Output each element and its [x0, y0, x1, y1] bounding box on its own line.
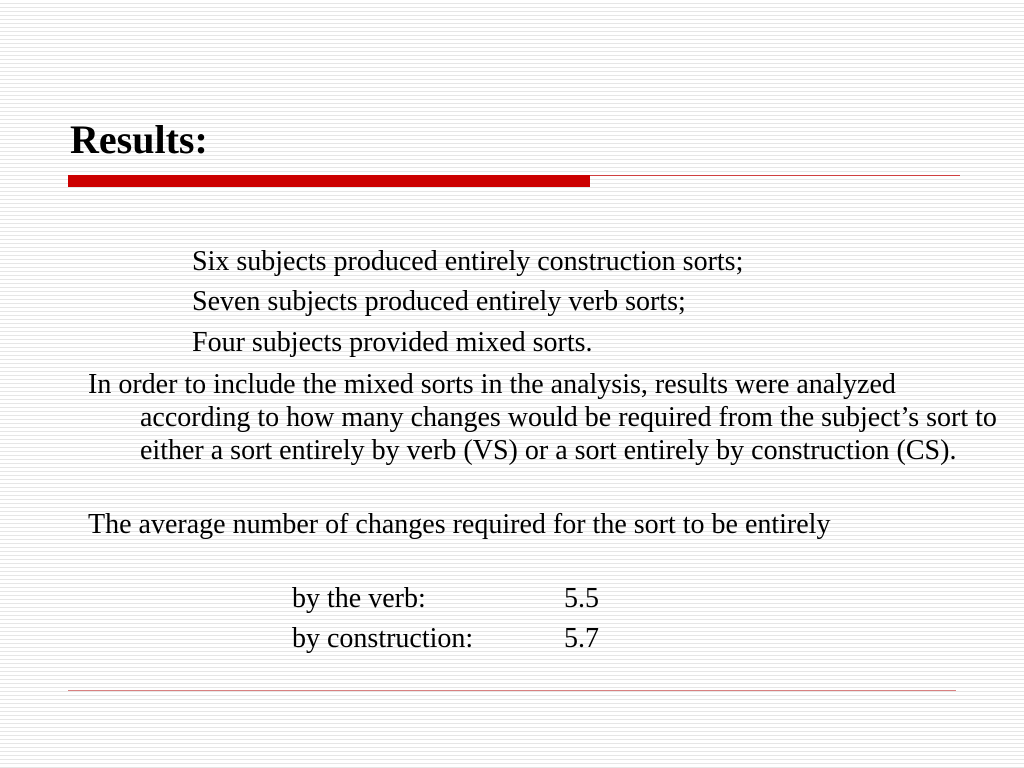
average-value-construction: 5.7	[564, 623, 599, 654]
slide-title: Results:	[70, 117, 208, 162]
footer-divider	[68, 690, 956, 691]
average-label-construction: by construction:	[292, 623, 474, 654]
paragraph-analysis: In order to include the mixed sorts in the analysis, results were analyzed according to how many changes would be required from the subject’s sort to either a sort entirely by verb (VS) or a sort entirely by construction (CS).	[88, 369, 997, 466]
average-label-verb: by the verb:	[292, 583, 426, 614]
title-underline-thin	[590, 175, 960, 176]
result-line-verb: Seven subjects produced entirely verb sorts;	[192, 286, 686, 317]
result-line-mixed: Four subjects provided mixed sorts.	[192, 327, 593, 358]
paragraph-average: The average number of changes required for the sort to be entirely	[88, 509, 831, 540]
title-underline-red	[68, 175, 590, 187]
average-value-verb: 5.5	[564, 583, 599, 614]
result-line-construction: Six subjects produced entirely construction sorts;	[192, 246, 744, 277]
